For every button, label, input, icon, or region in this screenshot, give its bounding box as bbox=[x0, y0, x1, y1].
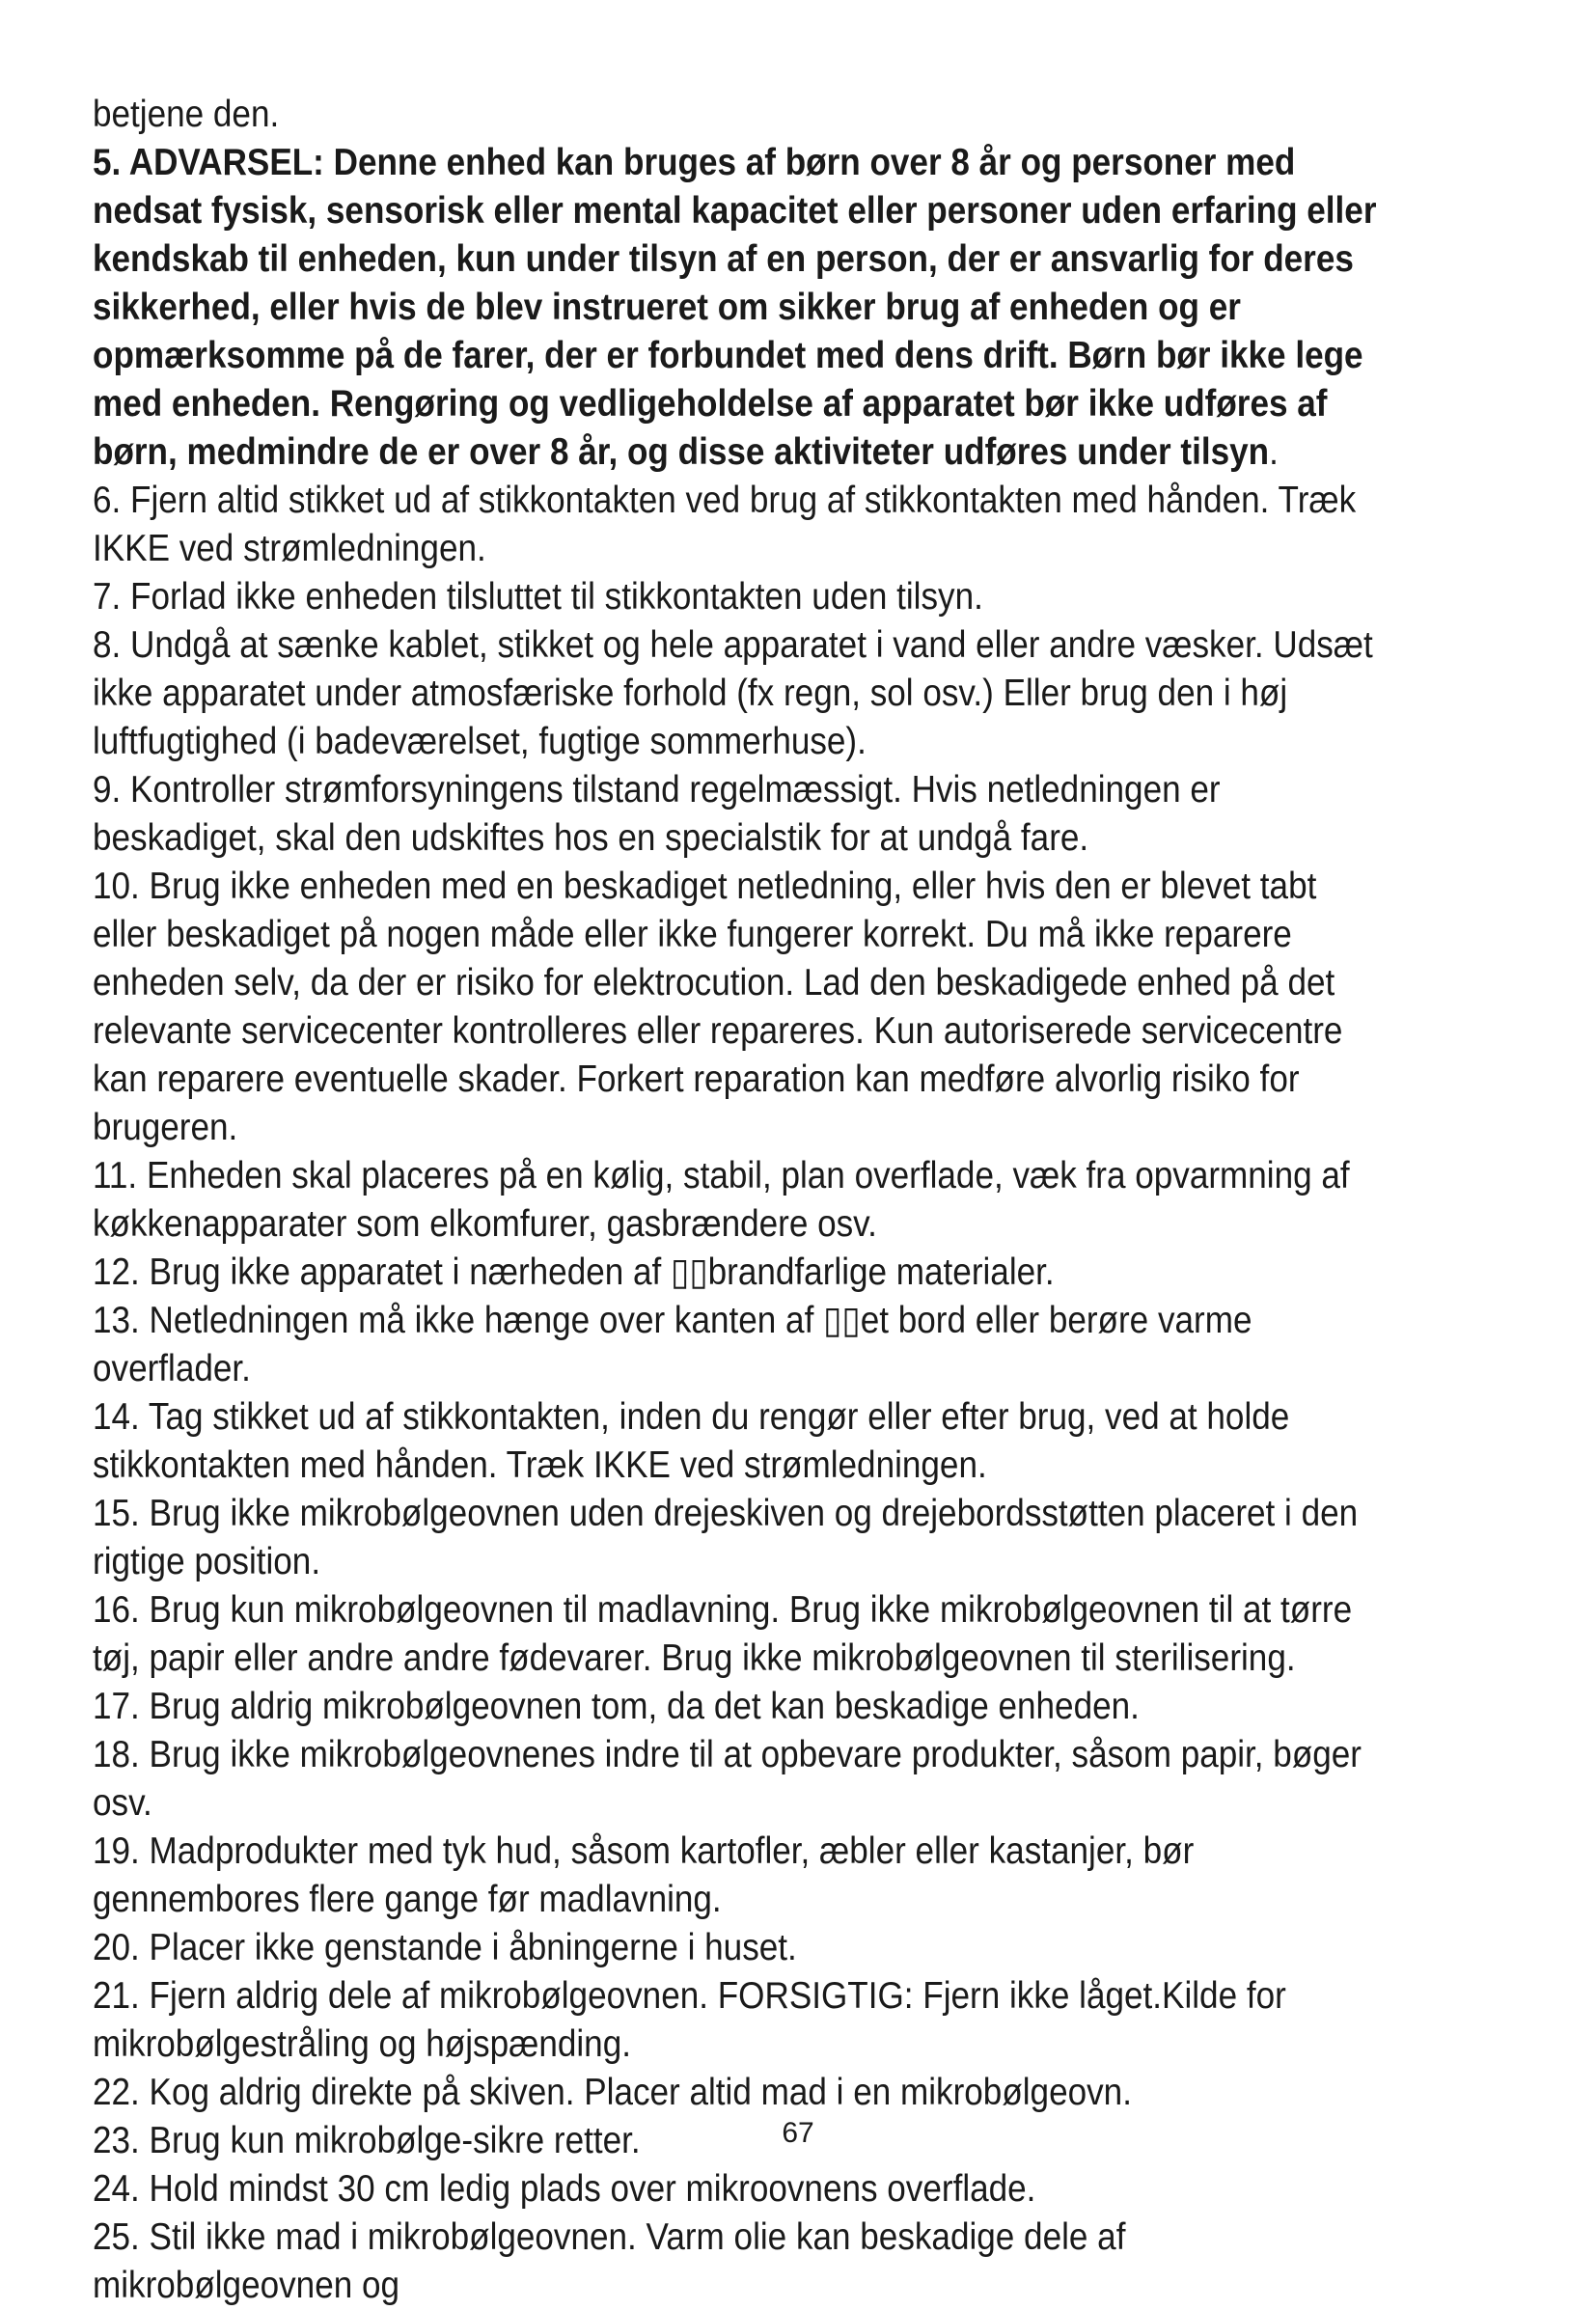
list-item-15: 15. Brug ikke mikrobølgeovnen uden drejeskiven og drejebordsstøtten placeret i den rigtige position. bbox=[93, 1493, 1359, 1582]
list-item-14: 14. Tag stikket ud af stikkontakten, inden du rengør eller efter brug, ved at holde stikkontakten med hånden. Træk IKKE ved strømledningen. bbox=[93, 1396, 1290, 1486]
page-number: 67 bbox=[782, 2117, 814, 2149]
list-item-8: 8. Undgå at sænke kablet, stikket og hele apparatet i vand eller andre væsker. Udsæt ikke apparatet under atmosfæriske forhold (fx regn, sol osv.) Eller brug den i høj luftfugtighed (i badeværelset, fugtige sommerhuse). bbox=[93, 624, 1373, 762]
intro-text: betjene den. bbox=[93, 94, 280, 135]
document-body bbox=[93, 91, 1378, 2310]
list-item-12: 12. Brug ikke apparatet i nærheden af ▯▯brandfarlige materialer. bbox=[93, 1251, 1055, 1293]
list-item-11: 11. Enheden skal placeres på en kølig, stabil, plan overflade, væk fra opvarmning af køkkenapparater som elkomfurer, gasbrændere osv. bbox=[93, 1155, 1350, 1245]
list-item-25: 25. Stil ikke mad i mikrobølgeovnen. Varm olie kan beskadige dele af mikrobølgeovnen og bbox=[93, 2216, 1126, 2306]
warning-bold-text: 5. ADVARSEL: Denne enhed kan bruges af børn over 8 år og personer med nedsat fysisk, sensorisk eller mental kapacitet eller personer uden erfaring eller kendskab til enheden, kun under tilsyn af en person, der er ansvarlig for deres sikkerhed, eller hvis de blev instrueret om sikker brug af enheden og er opmærksomme på de farer, der er forbundet med dens drift. Børn bør ikke lege med enheden. Rengøring og vedligeholdelse af apparatet bør ikke udføres af børn, medmindre de er over 8 år, og disse aktiviteter udføres under tilsyn bbox=[93, 142, 1377, 473]
list-item-18: 18. Brug ikke mikrobølgeovnenes indre til at opbevare produkter, såsom papir, bøger osv. bbox=[93, 1734, 1362, 1824]
list-item-16: 16. Brug kun mikrobølgeovnen til madlavning. Brug ikke mikrobølgeovnen til at tørre tøj, papir eller andre andre fødevarer. Brug ikke mikrobølgeovnen til sterilisering. bbox=[93, 1589, 1353, 1679]
list-item-17: 17. Brug aldrig mikrobølgeovnen tom, da det kan beskadige enheden. bbox=[93, 1686, 1140, 1727]
list-item-24: 24. Hold mindst 30 cm ledig plads over mikroovnens overflade. bbox=[93, 2168, 1036, 2210]
list-item-13: 13. Netledningen må ikke hænge over kanten af ▯▯et bord eller berøre varme overflader. bbox=[93, 1300, 1252, 1389]
list-item-22: 22. Kog aldrig direkte på skiven. Placer altid mad i en mikrobølgeovn. bbox=[93, 2072, 1132, 2113]
list-item-7: 7. Forlad ikke enheden tilsluttet til stikkontakten uden tilsyn. bbox=[93, 576, 983, 618]
list-item-9: 9. Kontroller strømforsyningens tilstand regelmæssigt. Hvis netledningen er beskadiget, skal den udskiftes hos en specialstik for at undgå fare. bbox=[93, 769, 1221, 859]
list-item-21: 21. Fjern aldrig dele af mikrobølgeovnen. FORSIGTIG: Fjern ikke låget.Kilde for mikrobølgestråling og højspænding. bbox=[93, 1975, 1286, 2065]
warning-item bbox=[93, 139, 1378, 477]
warning-trailing: . bbox=[1269, 431, 1279, 473]
list-item-6: 6. Fjern altid stikket ud af stikkontakten ved brug af stikkontakten med hånden. Træk IKKE ved strømledningen. bbox=[93, 480, 1357, 569]
list-item-10: 10. Brug ikke enheden med en beskadiget netledning, eller hvis den er blevet tabt eller beskadiget på nogen måde eller ikke fungerer korrekt. Du må ikke reparere enheden selv, da der er risiko for elektrocution. Lad den beskadigede enhed på det relevante servicecenter kontrolleres eller repareres. Kun autoriserede servicecentre kan reparere eventuelle skader. Forkert reparation kan medføre alvorlig risiko for brugeren. bbox=[93, 866, 1343, 1148]
list-item-20: 20. Placer ikke genstande i åbningerne i huset. bbox=[93, 1927, 797, 1968]
list-item-19: 19. Madprodukter med tyk hud, såsom kartofler, æbler eller kastanjer, bør gennembores flere gange før madlavning. bbox=[93, 1830, 1195, 1920]
list-item-23: 23. Brug kun mikrobølge-sikre retter. bbox=[93, 2120, 641, 2161]
